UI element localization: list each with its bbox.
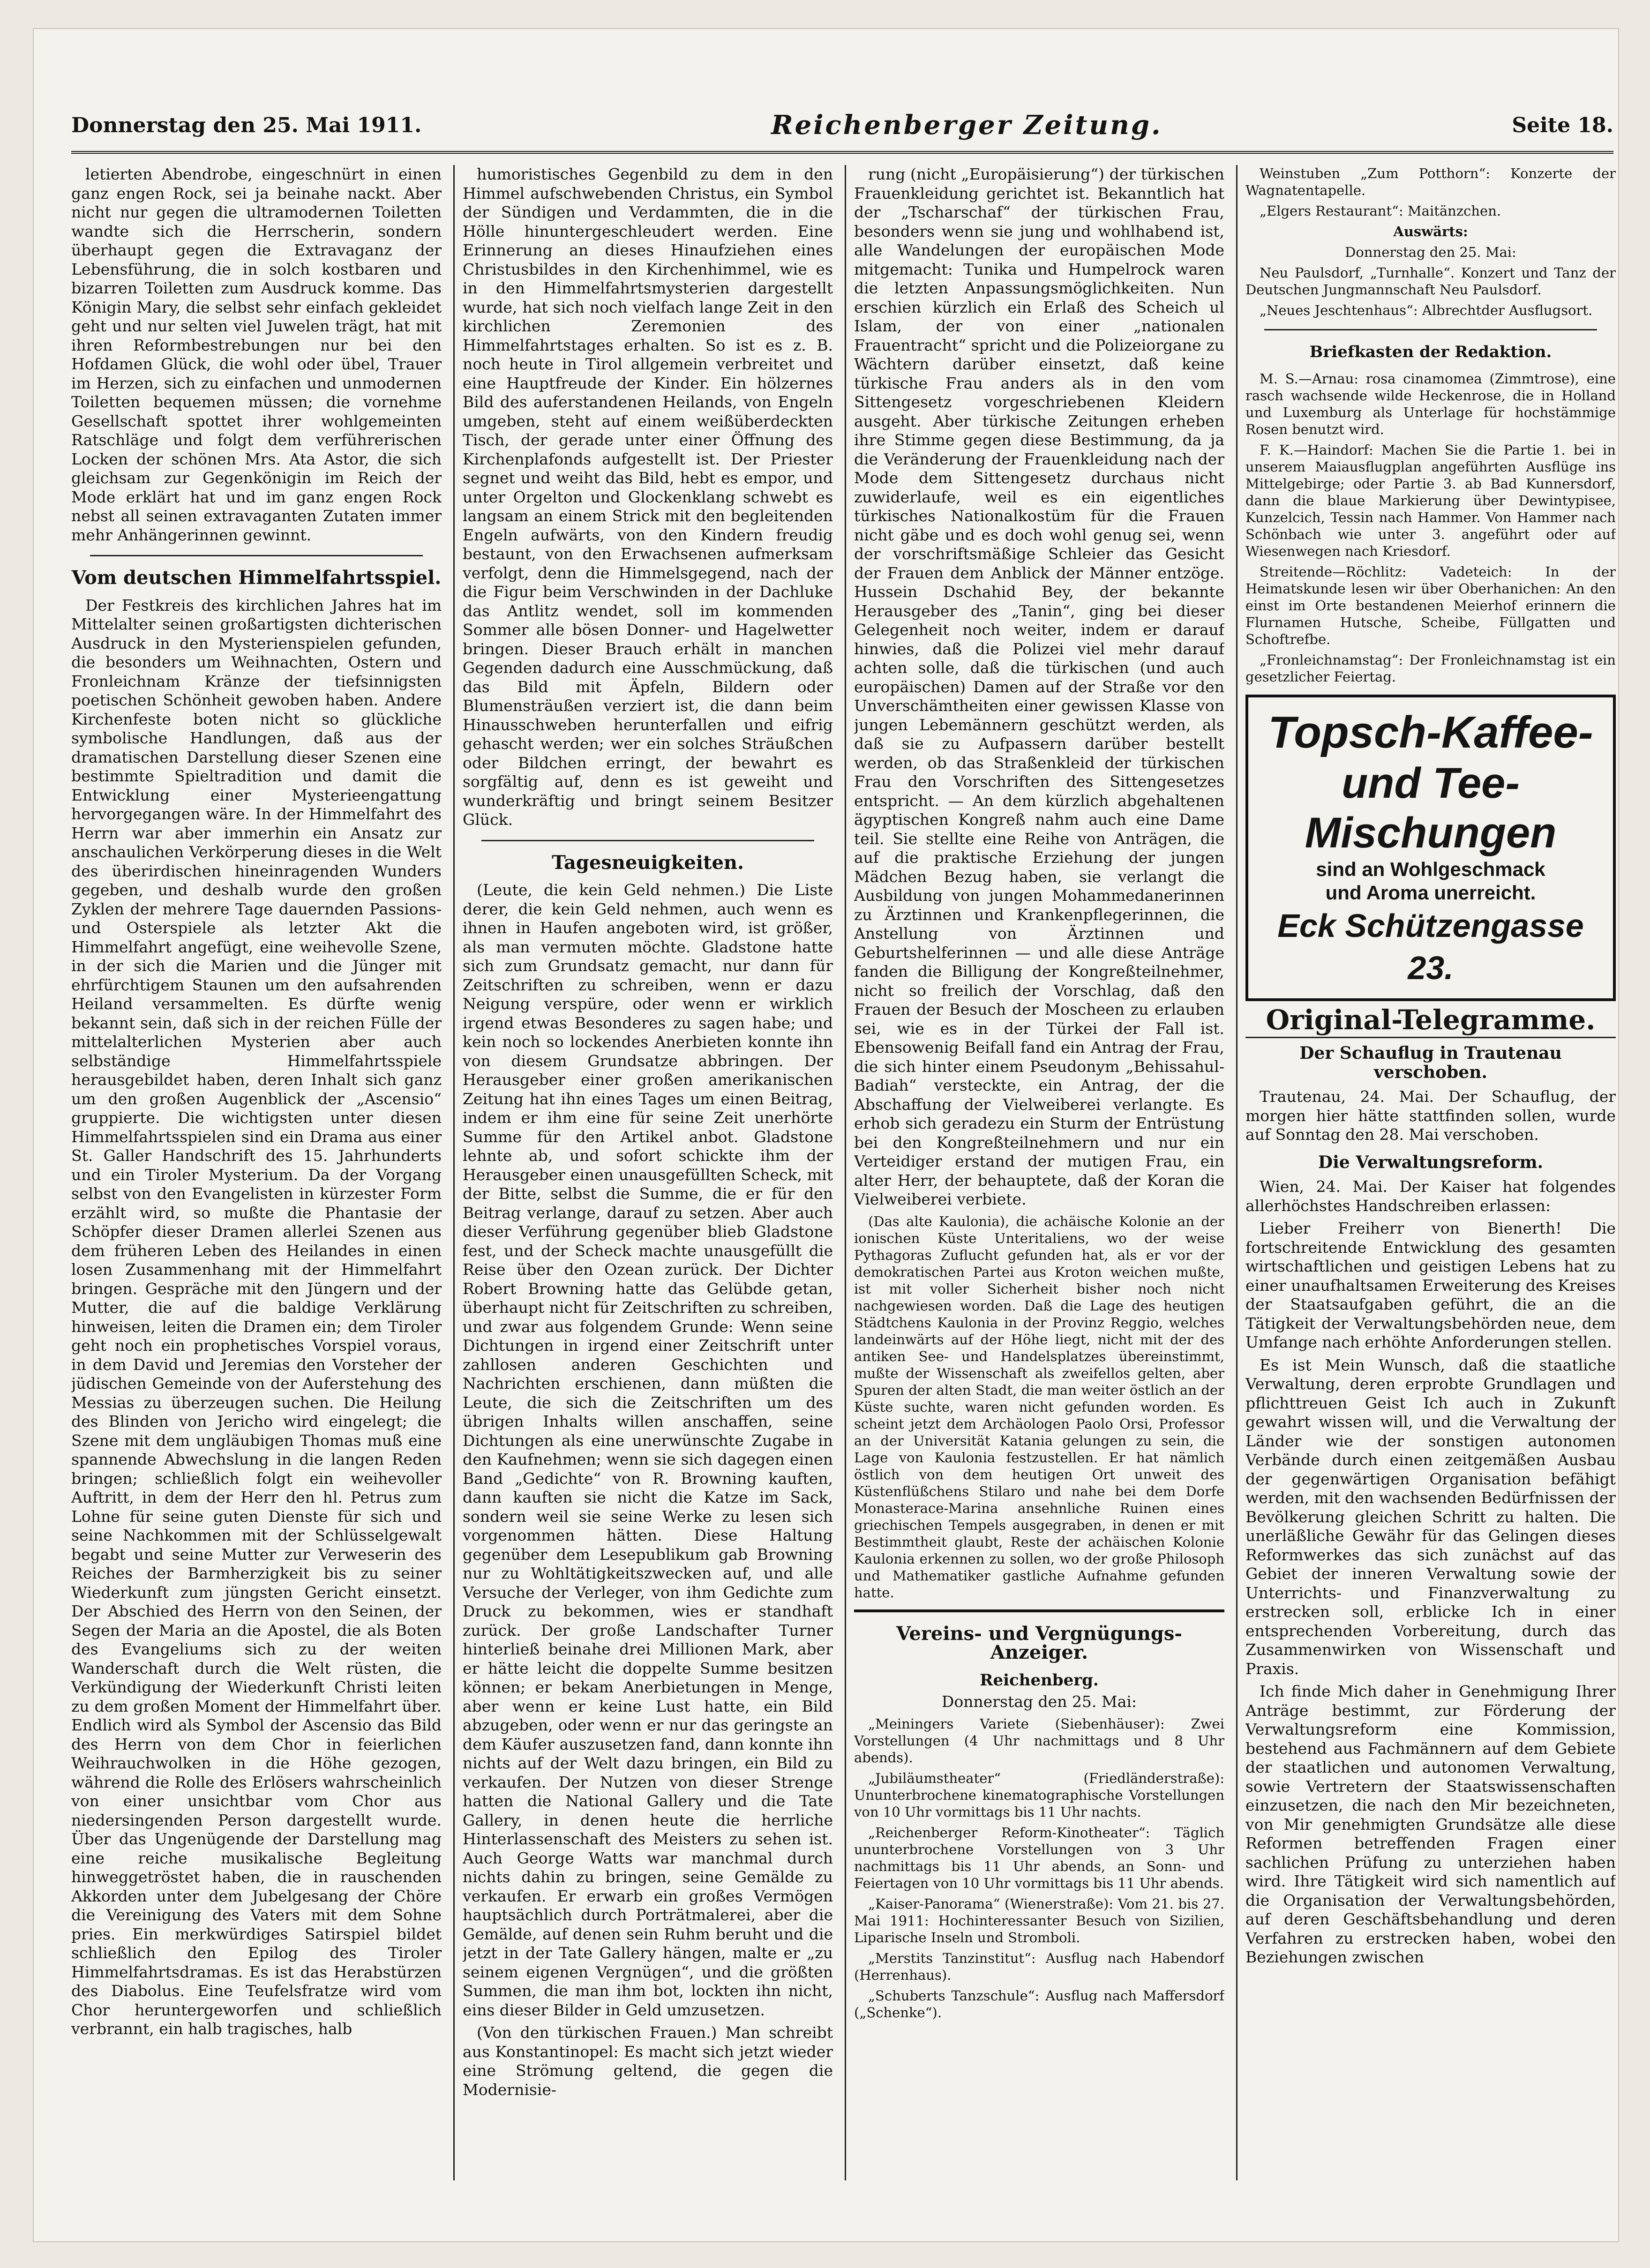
article-headline: Vom deutschen Himmelfahrtsspiel. (71, 567, 442, 589)
article-paragraph: letierten Abendrobe, eingeschnürt in einen ganz engen Rock, sei ja beinahe nackt. Aber nicht nur gegen die ultramodernen Toiletten wandte sich die Herrscherin, sondern überhaupt gegen die Extravaganz der Lebensführung, die in solch kostbaren und bizarren Toiletten zum Ausdruck komme. Das Königin Mary, die selbst sehr einfach gekleidet geht und nur selten viel Juwelen trägt, hat mit ihren Reformbestrebungen nur bei den Hofdamen Glück, die wohl oder übel, Trauer im Herzen, sich zu einfachen und unmodernen Toiletten bequemen müssen; die vornehme Gesellschaft spottet ihrer wohlgemeinten Ratschläge und folgt dem verführerischen Locken der schönen Mrs. Ata Astor, die sich gleichsam zur Gegenkönigin im Reich der Mode erklärt hat und im ganz engen Rock nebst all seinen extravaganten Zutaten immer mehr Anhängerinnen gewinnt. (71, 165, 442, 544)
telegram-text: Lieber Freiherr von Bienerth! Die fortschreitende Entwicklung des gesamten wirtschaftlichen und geistigen Lebens hat zu einer unaufhaltsamen Erweiterung des Kreises der Staatsaufgaben geführt, die an die Tätigkeit der Verwaltungsbehörden neue, dem Umfange nach erhöhte Anforderungen stellen. (1245, 1219, 1616, 1351)
telegram-text: Ich finde Mich daher in Genehmigung Ihrer Anträge bestimmt, zur Förderung der Verwaltungsreform eine Kommission, bestehend aus Fachmännern auf dem Gebiete der staatlichen und autonomen Verwaltung, sowie Vertretern der Staatswissenschaften einzusetzen, die nach den Mir bezeichneten, von Mir genehmigten Grundsätze alle diese Reformen betreffenden Fragen einer sachlichen Prüfung zu unterziehen haben wird. Ihre Tätigkeit wird sich namentlich auf die Organisation der Verwaltungsbehörden, auf deren Geschäftsbehandlung und deren Verfahren zu erstrecken haben, wobei den Beziehungen zwischen (1245, 1682, 1616, 1966)
section-headline: Original-Telegramme. (1266, 1003, 1596, 1036)
event-entry: Weinstuben „Zum Potthorn“: Konzerte der Wagnatentapelle. (1245, 165, 1616, 198)
section-divider (854, 1609, 1224, 1612)
section-divider (90, 555, 423, 556)
news-item: (Leute, die kein Geld nehmen.) Die Liste derer, die kein Geld nehmen, auch wenn es ihnen in Haufen angeboten wird, ist größer, als man vermuten möchte. Gladstone hatte sich zum Grundsatz gemacht, nur dann für Zeitschriften zu schreiben, wenn er dazu Neigung verspüre, oder wenn er wirklich irgend etwas Besonderes zu sagen habe; und kein noch so lockendes Anerbieten konnte ihn von diesem Grundsatze abbringen. Der Herausgeber einer großen amerikanischen Zeitung hat ihn eines Tages um einen Beitrag, indem er ihm eine für seine Zeit unerhörte Summe für den Artikel anbot. Gladstone lehnte ab, und sofort schickte ihm der Herausgeber einen unausgefüllten Scheck, mit der Bitte, selbst die Summe, die er für den Beitrag verlange, darauf zu setzen. Aber auch dieser Verführung gegenüber blieb Gladstone fest, und der Scheck machte unausgefüllt die Reise über den Ozean zurück. Der Dichter Robert Browning hatte das Gelübde getan, überhaupt nicht für Zeitschriften zu schreiben, und zwar aus folgendem Grunde: Wenn seine Dichtungen in irgend einer Zeitschrift unter zahllosen anderen Geschichten und Nachrichten erschienen, dann müßten die Leute, die sich die Zeitschriften um des übrigen Inhalts willen anschaffen, seine Dichtungen als eine unerwünschte Zugabe in den Kaufnehmen; wenn sie sich dagegen einen Band „Gedichte“ von R. Browning kauften, dann kauften sie nicht die Katze im Sack, sondern weil sie seine Werke zu lesen sich vorgenommen hätten. Diese Haltung gegenüber dem Lesepublikum gab Browning nur zu Wohltätigkeitszwecken auf, und alle Versuche der Verleger, von ihm Gedichte zum Druck zu bekommen, wies er standhaft zurück. Der große Landschafter Turner hinterließ beinahe drei Millionen Mark, aber er hätte leicht die doppelte Summe besitzen können; er bekam Anerbietungen in Menge, aber wenn er keine Lust hatte, ein Bild abzugeben, oder wenn er nur das geringste an dem Käufer auszusetzen fand, dann konnte ihn nichts auf der Welt dazu bringen, ein Bild zu verkaufen. Der Nutzen von dieser Strenge hatten die National Gallery und die Tate Gallery, in denen heute die herrliche Hinterlassenschaft des Meisters zu sehen ist. Auch George Watts war manchmal durch nichts dahin zu bringen, seine Gemälde zu verkaufen. Er erwarb ein großes Vermögen hauptsächlich durch Porträtmalerei, aber die Gemälde, auf denen sein Ruhm beruht und die jetzt in der Tate Gallery hängen, malte er „zu seinem eigenen Vergnügen“, und die größten Summen, die man ihm bot, lockten ihn nicht, eins dieser Bilder in Geld umzusetzen. (463, 881, 833, 2019)
letter-reply: M. S.—Arnau: rosa cinamomea (Zimmtrose), eine rasch wachsende wilde Heckenrose, die in Holland und Luxemburg als Unterlage für hochstämmige Rosen benutzt wird. (1245, 370, 1616, 437)
newspaper-page (33, 28, 1619, 2242)
column-4 (1245, 165, 1616, 2180)
article-headline: Der Schauflug in Trautenau verschoben. (1299, 1043, 1562, 1082)
event-entry: „Neues Jeschtenhaus“: Albrechtder Ausflugsort. (1260, 302, 1593, 318)
column-divider (453, 165, 455, 2180)
subheadline: Auswärts: (1393, 224, 1468, 240)
event-entry: „Schuberts Tanzschule“: Ausflug nach Maffersdorf („Schenke“). (854, 1987, 1224, 2021)
masthead (71, 99, 1613, 154)
telegram-text: Wien, 24. Mai. Der Kaiser hat folgendes allerhöchstes Handschreiben erlassen: (1245, 1177, 1616, 1215)
article-headline: Die Verwaltungsreform. (1318, 1152, 1544, 1172)
subheadline: Reichenberg. (980, 1670, 1099, 1690)
column-divider (1236, 165, 1238, 2180)
event-entry: „Jubiläumstheater“ (Friedländerstraße): Ununterbrochene kinematographische Vorstellungen von 10 Uhr vormittags bis 11 Uhr nachts. (854, 1770, 1224, 1820)
column-divider (845, 165, 846, 2180)
telegram-text: Es ist Mein Wunsch, daß die staatliche Verwaltung, deren erprobte Grundlagen und pflichttreuen Geist Ich auch in Zukunft gewahrt wissen will, und die Verwaltung der Länder wie der sonstigen autonomen Verbände durch einen zeitgemäßen Ausbau der gegenwärtigen Organisation befähigt werden, mit den wachsenden Bedürfnissen der Bevölkerung gleichen Schritt zu halten. Die unerläßliche Gewähr für das Gelingen dieses Reformwerkes das sich zunächst auf das Gebiet der inneren Verwaltung sowie der Unterrichts- und Finanzverwaltung zu erstrecken soll, erblicke Ich in einer entsprechenden Vorbereitung, durch das Zusammenwirken von Wissenschaft und Praxis. (1245, 1355, 1616, 1678)
ad-line: Eck Schützengasse 23. (1277, 907, 1584, 986)
news-item: (Von den türkischen Frauen.) Man schreibt aus Konstantinopel: Es macht sich jetzt wieder eine Strömung geltend, die gegen die Modernisie- (463, 2023, 833, 2099)
news-item: rung (nicht „Europäisierung“) der türkischen Frauenkleidung gerichtet ist. Bekanntlich hat der „Tscharschaf“ der türkischen Frau, besonders wenn sie jung und wohlhabend ist, alle Wandelungen der europäischen Mode mitgemacht: Tunika und Humpelrock waren die letzten Anpassungsmöglichkeiten. Nun erschien kürzlich ein Erlaß des Scheich ul Islam, der von einer „nationalen Frauentracht“ spricht und die Polizeiorgane zu Wächtern darüber einsetzt, daß keine türkische Frau anders als in den vom Sittengesetz vorgeschriebenen Kleidern ausgeht. Aber türkische Zeitungen erheben ihre Stimme gegen diese Bestimmung, da ja die Veränderung der Frauenkleidung nach der Mode dem Sittengesetz durchaus nicht zuwiderlaufe, weil es ein eigentliches türkisches Nationalkostüm für die Frauen nicht gäbe und es doch wohl genug sei, wenn der vorschriftsmäßige Schleier das Gesicht der Frauen dem Anblick der Männer entzöge. Hussein Dschahid Bey, der bekannte Herausgeber des „Tanin“, ging bei dieser Gelegenheit noch weiter, indem er darauf hinwies, daß die Polizei viel mehr darauf achten solle, daß die türkischen (und auch europäischen) Damen auf der Straße vor den Unverschämtheiten einer gewissen Klasse von jungen Lebemännern geschützt werden, als daß sie zu Aufpassern darüber bestellt werden, ob das Straßenkleid der türkischen Frau den Vorschriften des Sittengesetzes entspricht. — An dem kürzlich abgehaltenen ägyptischen Kongreß nahm auch eine Dame teil. Sie stellte eine Reihe von Anträgen, die auf die praktische Erziehung der jungen Mädchen Bezug haben, sie verlangt die Ausbildung von jungen Mohammedanerinnen zu Ärztinnen und Krankenpflegerinnen, die Anstellung von Ärztinnen und Geburtshelferinnen — und alle diese Anträge fanden die Billigung der Kongreßteilnehmer, nicht so freilich der Vorschlag, daß den Frauen der Besuch der Moscheen zu erlauben sei, wie es in der Türkei der Fall ist. Ebensowenig Beifall fand ein Antrag der Frau, die sich hinter einem Pseudonym „Behissahul-Badiah“ versteckte, ein Antrag, der die Abschaffung der Vielweiberei verlangte. Es erhob sich geradezu ein Sturm der Entrüstung bei den Kongreßteilnehmern und nur ein Verteidiger erstand der mutigen Frau, ein alter Herr, der behauptete, daß der Koran die Vielweiberei verbiete. (854, 165, 1224, 1208)
event-entry: Neu Paulsdorf, „Turnhalle“. Konzert und Tanz der Deutschen Jungmannschaft Neu Paulsdorf. (1245, 265, 1616, 298)
event-date: Donnerstag den 25. Mai: (1345, 244, 1516, 260)
event-entry: „Kaiser-Panorama“ (Wienerstraße): Vom 21. bis 27. Mai 1911: Hochinteressanter Besuch von Sizilien, Liparische Inseln und Stromboli. (854, 1895, 1224, 1946)
section-headline: Tagesneuigkeiten. (552, 851, 744, 874)
section-headline: Vereins- und Vergnügungs-Anzeiger. (896, 1622, 1182, 1663)
section-divider (1245, 1037, 1616, 1038)
event-entry: „Reichenberger Reform-Kinotheater“: Täglich ununterbrochene Vorstellungen von 3 Uhr nachmittags bis 11 Uhr abends, an Sonn- und Feiertagen von 10 Uhr vormittags bis 11 Uhr abends. (854, 1824, 1224, 1891)
ad-line: Topsch-Kaffee- (1268, 707, 1593, 757)
column-3 (854, 165, 1224, 2180)
column-2 (463, 165, 833, 2180)
news-item: (Das alte Kaulonia), die achäische Kolonie an der ionischen Küste Unteritaliens, wo der weise Pythagoras Zuflucht gefunden hat, als er vor der demokratischen Partei aus Kroton weichen mußte, ist mit voller Sicherheit bisher noch nicht nachgewiesen worden. Daß die Lage des heutigen Städtchens Kaulonia in der Provinz Reggio, welches landeinwärts auf der Höhe liegt, nicht mit der des antiken See- und Handelsplatzes übereinstimmt, mußte der Wissenschaft als zweifellos gelten, aber Spuren der alten Stadt, die man weiter östlich an der Küste suchte, waren nicht gefunden worden. Es scheint jetzt dem Archäologen Paolo Orsi, Professor an der Universität Katania gelungen zu sein, die Lage von Kaulonia festzustellen. Er hat nämlich östlich von dem heutigen Ort unweit des Küstenflüßchens Stilaro und nahe bei dem Dorfe Monasterace-Marina ansehnliche Ruinen eines griechischen Tempels ausgegraben, in denen er mit Bestimmtheit glaubt, Reste der achäischen Kolonie Kaulonia erkennen zu sollen, wo der große Philosoph und Mathematiker gastliche Aufnahme gefunden hatte. (854, 1213, 1224, 1601)
ad-line: sind an Wohlgeschmack (1316, 858, 1545, 880)
section-divider (1264, 329, 1597, 330)
issue-date: Donnerstag den 25. Mai 1911. (71, 113, 422, 137)
advertisement (1245, 695, 1616, 1001)
article-paragraph: humoristisches Gegenbild zu dem in den Himmel aufschwebenden Christus, ein Symbol der Sündigen und Verdammten, die in die Hölle hinuntergeschleudert werden. Eine Erinnerung an dieses Hinaufziehen eines Christusbildes in den Kirchenhimmel, wie es in den Himmelfahrtsmysterien dargestellt wurde, hat sich noch vielfach lange Zeit in den kirchlichen Zeremonien des Himmelfahrtstages erhalten. So ist es z. B. noch heute in Tirol allgemein verbreitet und eine Hauptfreude der Kinder. Ein hölzernes Bild des auferstandenen Heilands, von Engeln umgeben, steht auf einem weißüberdeckten Tisch, der gerade unter einer Öffnung des Kirchenplafonds aufgestellt ist. Der Priester segnet und weiht das Bild, hebt es empor, und unter Orgelton und Glockenklang schwebt es langsam an einem Strick mit den begleitenden Engeln aufwärts, von den Kindern freudig bestaunt, von den Erwachsenen aufmerksam verfolgt, denn die Himmelsgegend, nach der die Figur beim Verschwinden in der Dachluke das Antlitz wendet, soll im kommenden Sommer alle bösen Donner- und Hagelwetter bringen. Dieser Brauch erhält in manchen Gegenden dadurch eine Ausschmückung, daß das Bild mit Äpfeln, Bildern oder Blumensträußen verziert ist, die dann beim Hinausschweben herunterfallen und eifrig gehascht werden; wer ein solches Sträußchen oder Bildchen erringt, der bewahrt es sorgfältig auf, denn es ist geweiht und wunderkräftig und bringt seinem Besitzer Glück. (463, 165, 833, 829)
event-entry: „Elgers Restaurant“: Maitänzchen. (1260, 203, 1501, 219)
event-date: Donnerstag den 25. Mai: (941, 1692, 1137, 1711)
letter-reply: Streitende—Röchlitz: Vadeteich: In der Heimatskunde lesen wir über Oberhanichen: An den einst im Orte bestandenen Meierhof erinnern die Flurnamen Hutsche, Scheibe, Füllgatten und Schoftrefbe. (1245, 563, 1616, 647)
letter-reply: F. K.—Haindorf: Machen Sie die Partie 1. bei in unserem Maiausflugplan angeführten Ausflüge ins Mittelgebirge; oder Partie 3. ab Bad Kunnersdorf, dann die blaue Markierung über Dewintypisee, Kunzelcich, Tessin nach Hammer. Von Hammer nach Schönbach wie unter 3. angeführt oder auf Wiesenwegen nach Kriesdorf. (1245, 442, 1616, 559)
ad-line: und Tee-Mischungen (1305, 759, 1557, 857)
column-1 (71, 165, 442, 2180)
telegram-text: Trautenau, 24. Mai. Der Schauflug, der morgen hier hätte stattfinden sollen, wurde auf Sonntag den 28. Mai verschoben. (1245, 1087, 1616, 1144)
article-paragraph: Der Festkreis des kirchlichen Jahres hat im Mittelalter seinen großartigsten dichterischen Ausdruck in den Mysterienspielen gefunden, die besonders um Weihnachten, Ostern und Fronleichnam Kränze der tiefsinnigsten poetischen Schönheit gewoben haben. Andere Kirchenfeste boten nicht so glückliche symbolische Handlungen, daß aus der dramatischen Darstellung dieser Szenen eine bestimmte Spieltradition und damit die Entwicklung einer Mysterieengattung hervorgegangen wäre. In der Himmelfahrt des Herrn war aber immerhin ein Ansatz zur anschaulichen Verkörperung dieses in die Welt des überirdischen hineinragenden Wunders gegeben, und deshalb wurde den großen Zyklen der mehrere Tage dauernden Passions- und Osterspiele als letzter Akt die Himmelfahrt angefügt, eine weihevolle Szene, in der sich die Marien und die Jünger mit ehrfürchtigem Staunen um den aufsahrenden Heiland versammelten. Es dürfte wenig bekannt sein, daß sich in der reichen Fülle der mittelalterlichen Mysterien aber auch selbständige Himmelfahrtsspiele herausgebildet haben, deren Inhalt sich ganz um den großen Augenblick der „Ascensio“ gruppierte. Die wichtigsten unter diesen Himmelfahrtsspielen sind ein Drama aus einer St. Galler Handschrift des 15. Jahrhunderts und ein Tiroler Mysterium. Da der Vorgang selbst von den Evangelisten in kürzester Form erzählt wird, so mußte die Phantasie der Schöpfer dieser Dramen allerlei Szenen aus dem früheren Leben des Heilandes in einen losen Zusammenhang mit der Himmelfahrt bringen. Gespräche mit den Jüngern und der Mutter, die auf die baldige Verklärung hinweisen, leiten die Dramen ein; dem Tiroler geht noch ein prophetisches Vorspiel voraus, in dem David und Jeremias den Vorsteher der jüdischen Gemeinde von der Auferstehung des Messias zu überzeugen suchen. Die Heilung des Blinden von Jericho wird eingelegt; die Szene mit dem ungläubigen Thomas muß eine spannende Abwechslung in die langen Reden bringen; schließlich folgt ein weihevoller Auftritt, in dem der Herr den hl. Petrus zum Lohne für seine guten Dienste für sich und seine Nachkommen mit der Schlüsselgewalt begabt und seine Mutter zur Verweserin des Reiches der Barmherzigkeit bis zu seiner Wiederkunft zum jüngsten Gericht einsetzt. Der Abschied des Herrn von den Seinen, der Segen der Maria an die Apostel, die als Boten des Evangeliums sich zu der weiten Wanderschaft durch die Welt rüsten, die Verkündigung der Wiederkunft Christi leiten zu dem großen Moment der Himmelfahrt über. Endlich wird als Symbol der Ascensio das Bild des Herrn von dem Chor in feierlichen Weihrauchwolken in die Höhe gezogen, während die Rolle des Erlösers wahrscheinlich von einer unsichtbar vom Chor aus niedersingenden Person dargestellt wurde. Über das Ungenügende der Darstellung mag eine reiche musikalische Begleitung hinweggetröstet haben, die in rauschenden Akkorden unter dem Jubelgesang der Chöre die Vereinigung des Vaters mit dem Sohne pries. Ein merkwürdiges Satirspiel bildet schließlich den Epilog des Tiroler Himmelfahrtsdramas. Es ist das Herabstürzen des Diabolus. Eine Teufelsfratze wird vom Chor heruntergeworfen und schließlich verbrannt, ein halb tragisches, halb (71, 596, 442, 2038)
letter-reply: „Fronleichnamstag“: Der Fronleichnamstag ist ein gesetzlicher Feiertag. (1245, 651, 1616, 685)
event-entry: „Meiningers Variete (Siebenhäuser): Zwei Vorstellungen (4 Uhr nachmittags und 8 Uhr abends). (854, 1715, 1224, 1766)
page-number: Seite 18. (1512, 113, 1613, 137)
section-headline: Briefkasten der Redaktion. (1309, 343, 1552, 361)
section-divider (481, 840, 814, 841)
ad-line: und Aroma unerreicht. (1325, 881, 1536, 904)
newspaper-title: Reichenberger Zeitung. (771, 110, 1162, 141)
event-entry: „Merstits Tanzinstitut“: Ausflug nach Habendorf (Herrenhaus). (854, 1950, 1224, 1983)
